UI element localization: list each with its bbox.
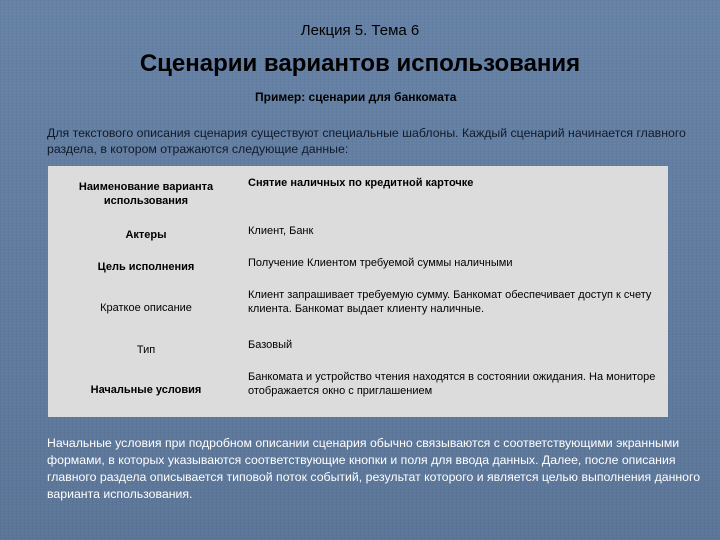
- row-value: Получение Клиентом требуемой суммы наличными: [248, 257, 513, 269]
- row-value: Клиент, Банк: [248, 225, 314, 237]
- footer-paragraph: Начальные условия при подробном описании сценария обычно связываются с соответствующими экранными формами, в которых указываются соответствующие кнопки и поля для ввода данных. Далее, после описания главного раздела описывается типовой поток событий, результат которого и является целью выполнения данного варианта использования.: [47, 436, 701, 501]
- intro-paragraph: Для текстового описания сценария существуют специальные шаблоны. Каждый сценарий начинается главного раздела, в котором отражаются следующие данные:: [47, 126, 686, 156]
- slide-subtitle: Пример: сценарии для банкомата: [255, 90, 457, 104]
- row-label: Тип: [136, 344, 156, 356]
- row-label: Актеры: [125, 229, 167, 241]
- row-label: Наименование варианта использования: [78, 181, 214, 207]
- slide-title: Сценарии вариантов использования: [139, 50, 581, 77]
- row-value: Клиент запрашивает требуемую сумму. Банкомат обеспечивает доступ к счету клиента. Банкомат выдает клиенту наличные.: [248, 289, 652, 315]
- row-value: Снятие наличных по кредитной карточке: [248, 177, 474, 189]
- row-value: Банкомата и устройство чтения находятся в состоянии ожидания. На мониторе отображается окно с приглашением: [248, 371, 656, 397]
- row-label: Начальные условия: [90, 384, 202, 396]
- row-label: Цель исполнения: [97, 261, 195, 273]
- lecture-heading: Лекция 5. Тема 6: [300, 22, 420, 39]
- row-value: Базовый: [248, 339, 293, 351]
- row-label: Краткое описание: [100, 302, 192, 314]
- use-case-table: [48, 166, 668, 417]
